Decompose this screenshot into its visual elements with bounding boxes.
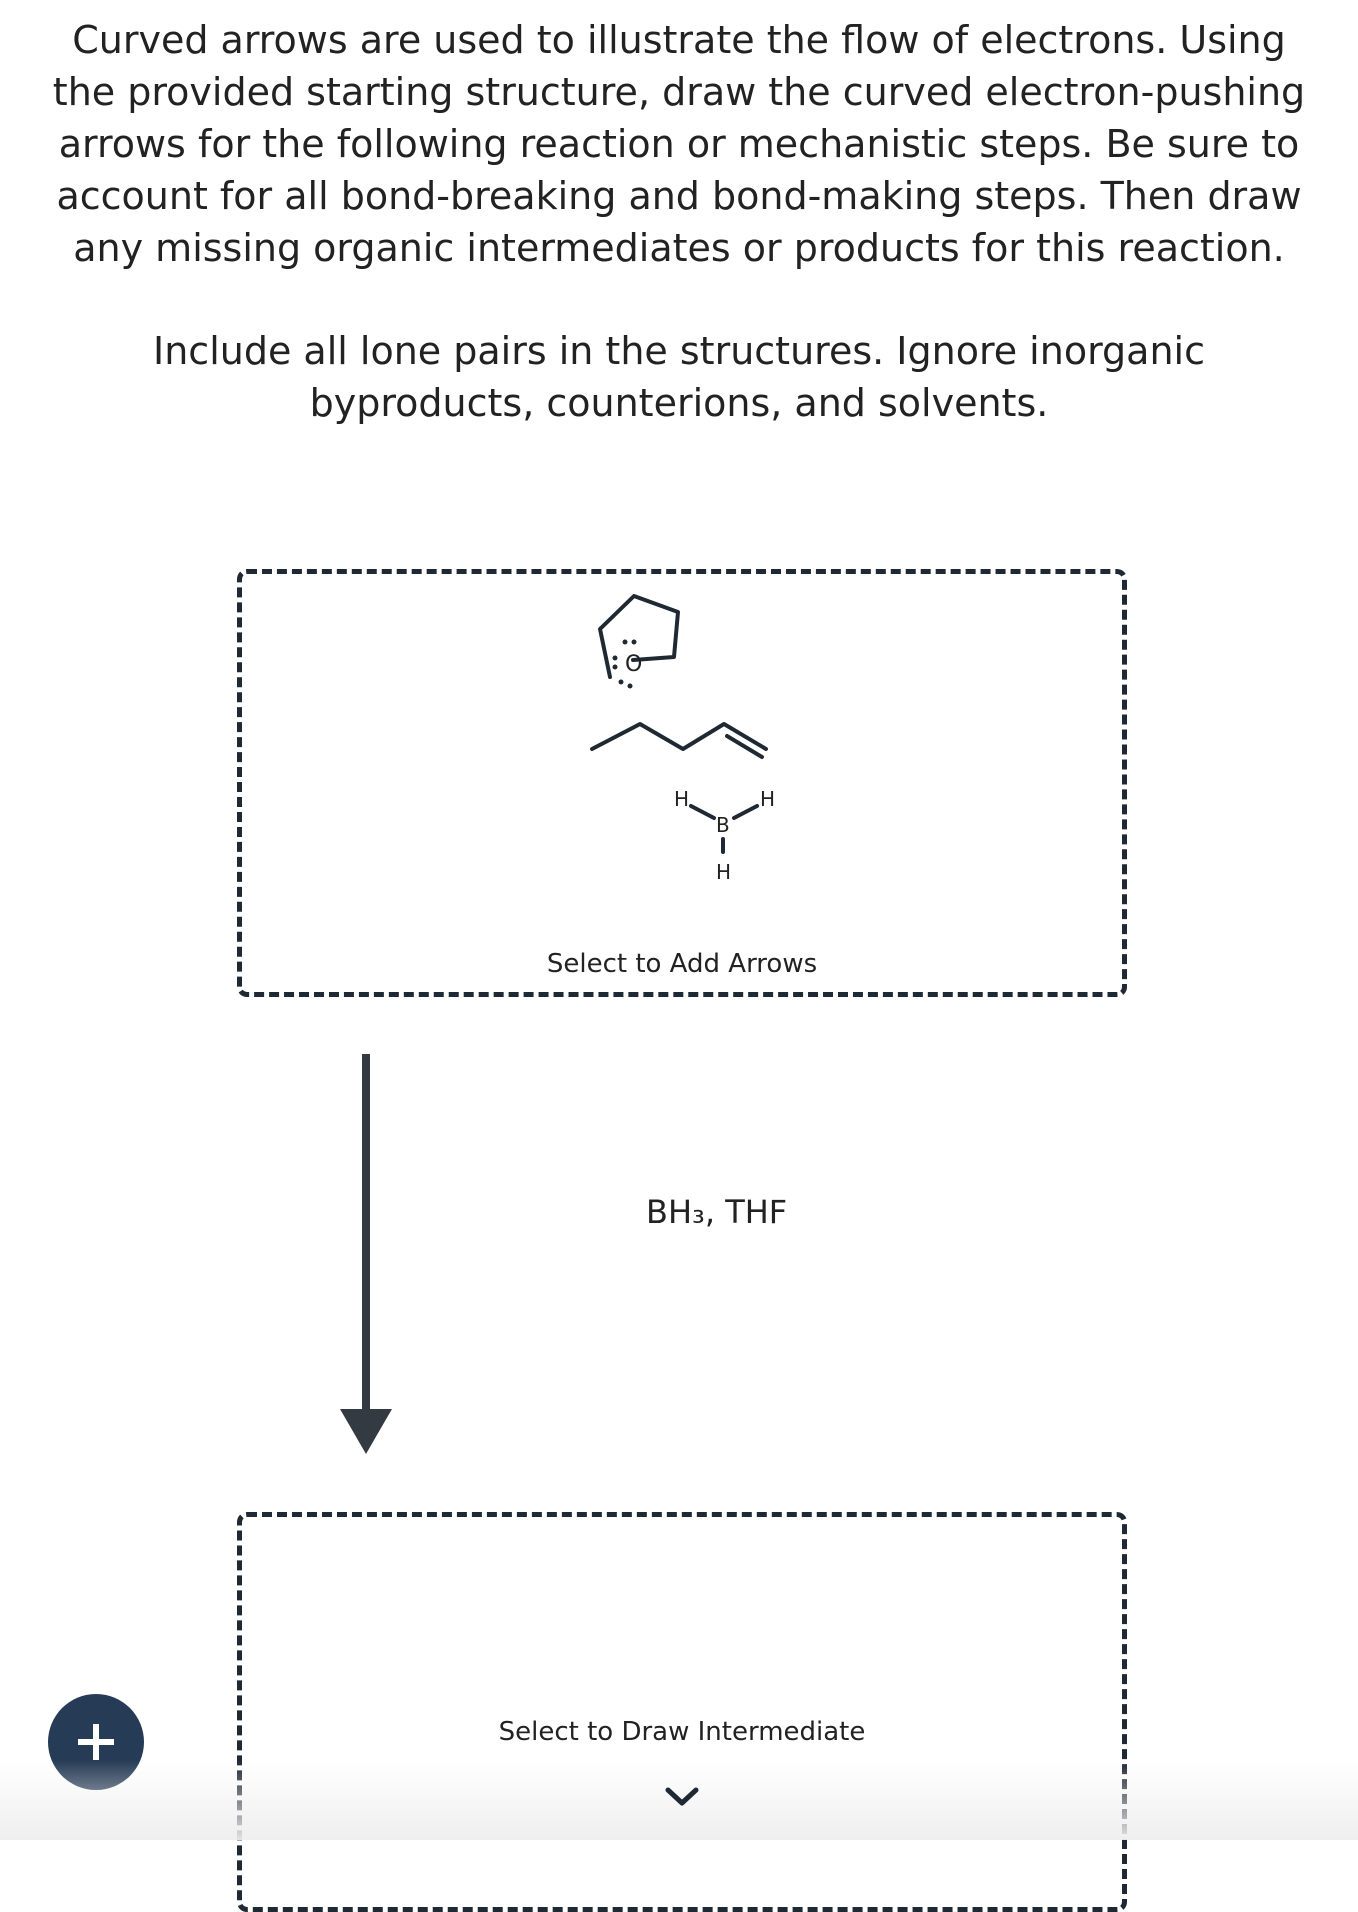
intermediate-dropzone[interactable] [237, 1512, 1127, 1912]
instructions-prompt: Curved arrows are used to illustrate the flow of electrons. Using the provided starting structure, draw the curved electron-pushing arrows for the following reaction or mechanistic steps. Be sure to account for all bond-breaking and bond-making steps. Then draw any missing organic intermediates or products for this reaction. [52, 18, 1306, 270]
hydrogen-atom-right: H [760, 787, 776, 811]
starting-structure-molecules [582, 594, 802, 934]
starting-structure-dropzone[interactable] [237, 569, 1127, 997]
add-arrows-label: Select to Add Arrows [546, 949, 818, 979]
reaction-arrow [336, 1054, 396, 1454]
hydrogen-atom-bottom: H [716, 860, 732, 884]
reagents-label: BH₃, THF [646, 1193, 788, 1231]
instructions-note: Include all lone pairs in the structures. Ignore inorganic byproducts, counterions, and solvents. [153, 329, 1205, 425]
chevron-down-icon[interactable] [664, 1785, 700, 1809]
draw-intermediate-label: Select to Draw Intermediate [498, 1717, 866, 1747]
boron-atom: B [716, 813, 730, 837]
butene-molecule [592, 724, 766, 757]
plus-icon [74, 1720, 118, 1764]
oxygen-atom: O [625, 652, 643, 677]
hydrogen-atom-left: H [674, 787, 690, 811]
